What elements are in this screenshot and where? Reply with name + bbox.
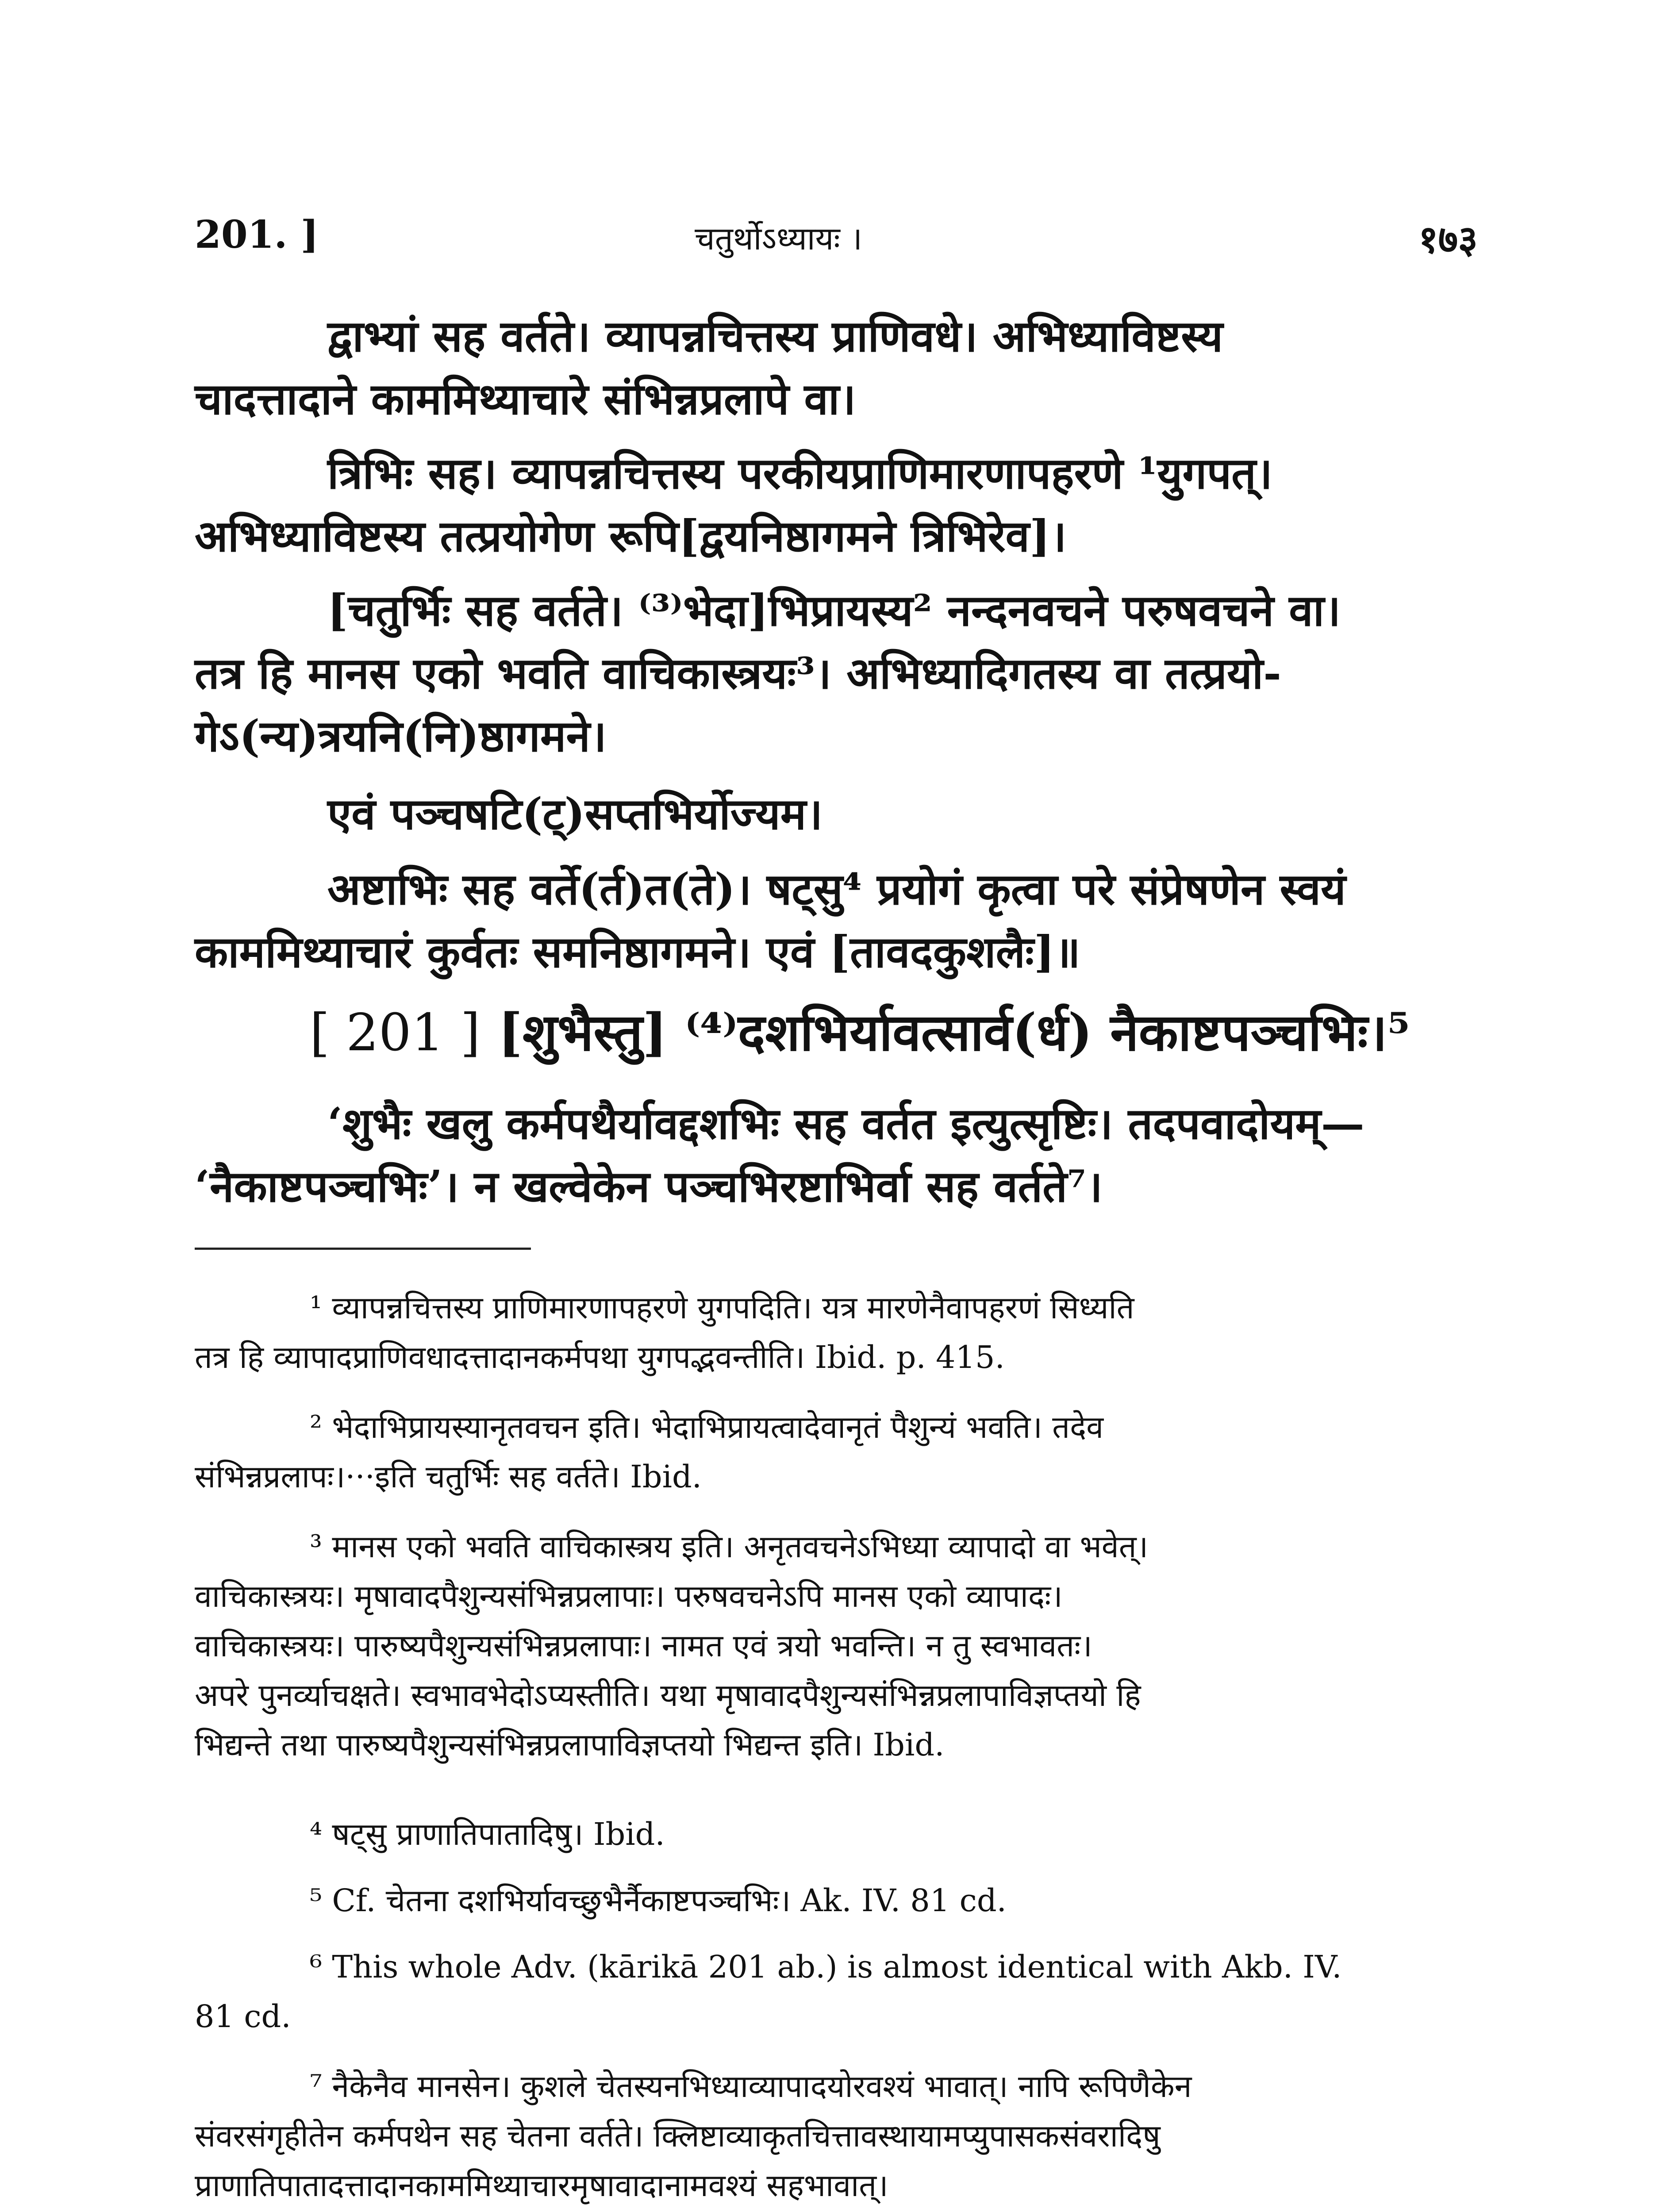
- karika-verse: [310, 995, 1504, 1065]
- footnote-1: [195, 1283, 1469, 1382]
- footnote-line: ⁶ This whole Adv. (kārikā 201 ab.) is almost identical with Akb. IV.: [310, 1949, 1342, 1985]
- footnote-2: [195, 1402, 1469, 1502]
- karika-text: [शुभैस्तु] ⁽⁴⁾दशभिर्यावत्सार्व(र्ध) नैकाष्टपञ्चभिः।⁵: [498, 1002, 1410, 1063]
- verse-paragraph-3: [195, 580, 1478, 768]
- text-line: अष्टाभिः सह वर्ते(र्त)त(ते)। षट्सु⁴ प्रयोगं कृत्वा परे संप्रेषणेन स्वयं: [327, 864, 1346, 915]
- text-line: अभिध्याविष्टस्य तत्प्रयोगेण रूपि[द्वयनिष्ठागमने त्रिभिरेव]।: [195, 511, 1067, 562]
- text-line: तत्र हि मानस एको भवति वाचिकास्त्रयः³। अभिध्यादिगतस्य वा तत्प्रयो-: [195, 648, 1281, 699]
- verse-paragraph-4: [195, 783, 1478, 846]
- footnote-line: ¹ व्यापन्नचित्तस्य प्राणिमारणापहरणे युगपदिति। यत्र मारणेनैवापहरणं सिध्यति: [310, 1290, 1134, 1326]
- page-number: १७३: [1418, 217, 1478, 262]
- text-line: द्वाभ्यां सह वर्तते। व्यापन्नचित्तस्य प्राणिवधे। अभिध्याविष्टस्य: [327, 311, 1223, 362]
- footnote-divider: [195, 1248, 531, 1250]
- running-header: [195, 212, 1478, 274]
- commentary-paragraph: [195, 1093, 1478, 1218]
- footnote-line: ² भेदाभिप्रायस्यानृतवचन इति। भेदाभिप्रायत्वादेवानृतं पैशुन्यं भवति। तदेव: [310, 1409, 1104, 1445]
- text-line: [चतुर्भिः सह वर्तते। ⁽³⁾भेदा]भिप्रायस्य² नन्दनवचने परुषवचने वा।: [327, 585, 1341, 636]
- text-line: ‘नैकाष्टपञ्चभिः’। न खल्वेकेन पञ्चभिरष्टाभिर्वा सह वर्तते⁷।: [195, 1161, 1103, 1212]
- karika-number: [ 201 ]: [310, 1003, 480, 1063]
- verse-paragraph-2: [195, 442, 1478, 568]
- verse-paragraph-1: [195, 305, 1478, 431]
- footnote-line: प्राणातिपातादत्तादानकाममिथ्याचारमृषावादानामवश्यं सहभावात्।: [195, 2167, 888, 2204]
- verse-paragraph-5: [195, 858, 1478, 984]
- text-line: ‘शुभैः खलु कर्मपथैर्यावद्दशभिः सह वर्तत इत्युत्सृष्टिः। तदपवादोयम्—: [327, 1098, 1365, 1149]
- footnote-line: संभिन्नप्रलापः।···इति चतुर्भिः सह वर्तते। Ibid.: [195, 1459, 702, 1495]
- footnote-line: ⁵ Cf. चेतना दशभिर्यावच्छुभैर्नैकाष्टपञ्चभिः। Ak. IV. 81 cd.: [310, 1882, 1007, 1919]
- footnote-4: [195, 1809, 1469, 1859]
- footnote-line: ³ मानस एको भवति वाचिकास्त्रय इति। अनृतवचनेऽभिध्या व्यापादो वा भवेत्।: [310, 1528, 1149, 1565]
- text-line: गेऽ(न्य)त्रयनि(नि)ष्ठागमने।: [195, 711, 607, 762]
- footnote-line: संवरसंगृहीतेन कर्मपथेन सह चेतना वर्तते। क्लिष्टाव्याकृतचित्तावस्थायामप्युपासकसंवरादिषु: [195, 2118, 1161, 2154]
- footnote-7: [195, 2062, 1469, 2210]
- footnote-line: 81 cd.: [195, 1998, 291, 2035]
- footnote-line: ⁷ नैकेनैव मानसेन। कुशले चेतस्यनभिध्याव्यापादयोरवश्यं भावात्। नापि रूपिणैकेन: [310, 2068, 1192, 2104]
- footnote-line: भिद्यन्ते तथा पारुष्यपैशुन्यसंभिन्नप्रलापाविज्ञप्तयो भिद्यन्त इति। Ibid.: [195, 1727, 945, 1763]
- footnote-line: तत्र हि व्यापादप्राणिवधादत्तादानकर्मपथा युगपद्भवन्तीति। Ibid. p. 415.: [195, 1339, 1005, 1375]
- footnote-line: वाचिकास्त्रयः। मृषावादपैशुन्यसंभिन्नप्रलापाः। परुषवचनेऽपि मानस एको व्यापादः।: [195, 1578, 1063, 1614]
- footnote-3: [195, 1522, 1469, 1770]
- text-line: काममिथ्याचारं कुर्वतः समनिष्ठागमने। एवं [तावदकुशलैः]॥: [195, 927, 1080, 978]
- footnote-6: [195, 1942, 1469, 2041]
- chapter-title: चतुर्थोऽध्यायः ।: [695, 220, 862, 257]
- footnote-line: अपरे पुनर्व्याचक्षते। स्वभावभेदोऽप्यस्तीति। यथा मृषावादपैशुन्यसंभिन्नप्रलापाविज्ञप्तयो हि: [195, 1677, 1141, 1713]
- text-line: त्रिभिः सह। व्यापन्नचित्तस्य परकीयप्राणिमारणापहरणे ¹युगपत्।: [327, 448, 1273, 499]
- footnote-5: [195, 1876, 1469, 1925]
- footnote-line: ⁴ षट्सु प्राणातिपातादिषु। Ibid.: [310, 1816, 665, 1852]
- page-reference: 201. ]: [195, 212, 319, 257]
- text-line: चादत्तादाने काममिथ्याचारे संभिन्नप्रलापे वा।: [195, 374, 856, 425]
- footnote-line: वाचिकास्त्रयः। पारुष्यपैशुन्यसंभिन्नप्रलापाः। नामत एवं त्रयो भवन्ति। न तु स्वभावतः।: [195, 1628, 1092, 1664]
- text-line: एवं पञ्चषटि(ट्)सप्तभिर्योज्यम।: [327, 789, 823, 840]
